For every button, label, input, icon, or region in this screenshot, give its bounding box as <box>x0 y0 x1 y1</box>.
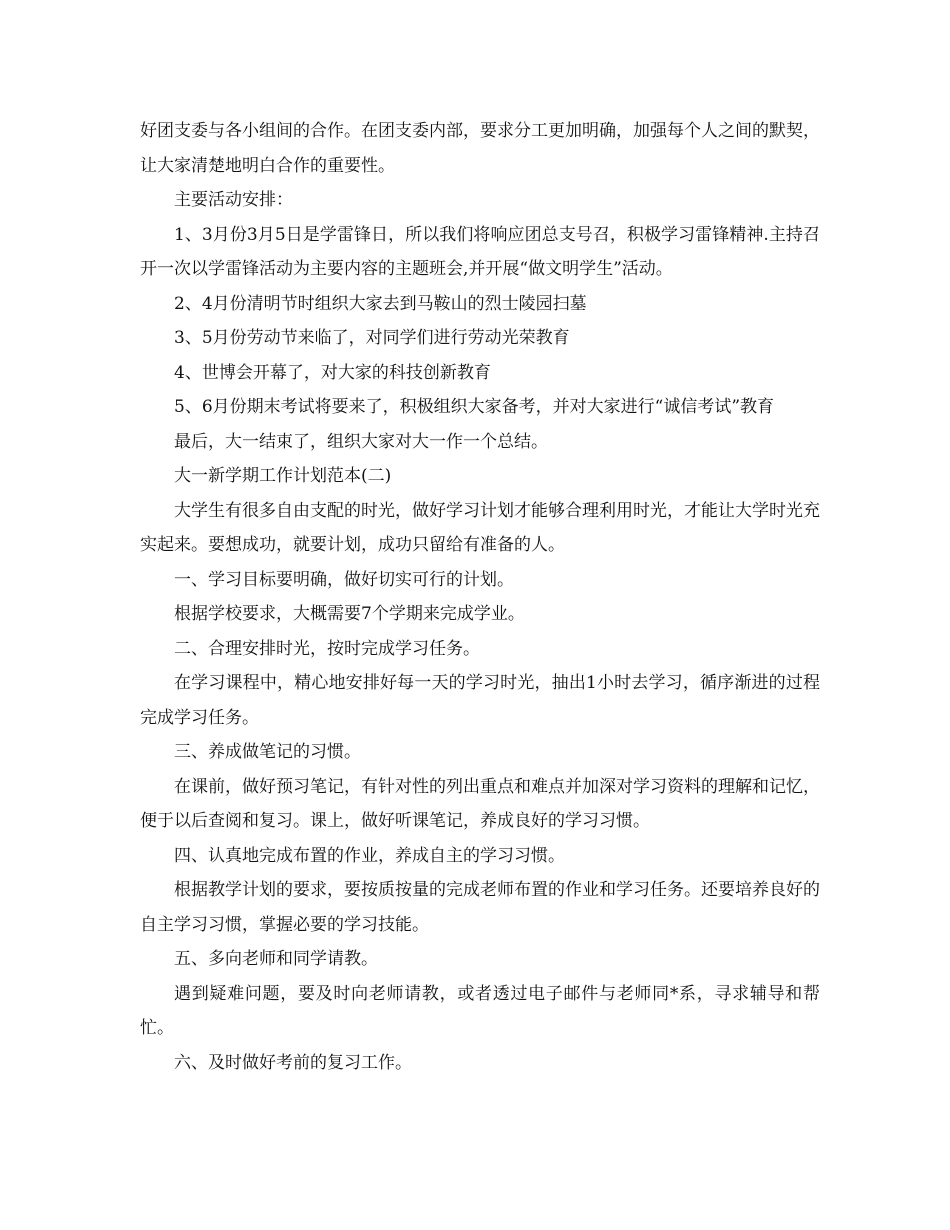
paragraph-10: 大学生有很多自由支配的时光，做好学习计划才能够合理利用时光，才能让大学时光充实起来。要想成功，就要计划，成功只留给有准备的人。 <box>140 500 820 555</box>
paragraph-2: 主要活动安排： <box>174 190 293 210</box>
paragraph-20: 遇到疑难问题，要及时向老师请教，或者透过电子邮件与老师同*系，寻求辅导和帮忙。 <box>140 983 820 1038</box>
paragraph-16: 在课前，做好预习笔记，有针对性的列出重点和难点并加深对学习资料的理解和记忆，便于以后查阅和复习。课上，做好听课笔记，养成良好的学习习惯。 <box>140 776 820 831</box>
paragraph-5: 3、5月份劳动节来临了，对同学们进行劳动光荣教育 <box>174 328 570 348</box>
paragraph-7: 5、6月份期末考试将要来了，积极组织大家备考，并对大家进行“诚信考试”教育 <box>174 397 775 417</box>
paragraph-15: 三、养成做笔记的习惯。 <box>174 742 361 762</box>
paragraph-21: 六、及时做好考前的复习工作。 <box>174 1052 412 1073</box>
paragraph-4: 2、4月份清明节时组织大家去到马鞍山的烈士陵园扫墓 <box>174 293 587 314</box>
paragraph-19: 五、多向老师和同学请教。 <box>174 949 378 969</box>
paragraph-1: 好团支委与各小组间的合作。在团支委内部，要求分工更加明确，加强每个人之间的默契，让大家清楚地明白合作的重要性。 <box>140 121 820 176</box>
paragraph-18: 根据教学计划的要求，要按质按量的完成老师布置的作业和学习任务。还要培养良好的自主学习习惯，掌握必要的学习技能。 <box>140 880 820 935</box>
paragraph-8: 最后，大一结束了，组织大家对大一作一个总结。 <box>174 431 548 452</box>
paragraph-14: 在学习课程中，精心地安排好每一天的学习时光，抽出1小时去学习，循序渐进的过程完成学习任务。 <box>140 673 820 728</box>
paragraph-13: 二、合理安排时光，按时完成学习任务。 <box>174 638 480 659</box>
paragraph-11: 一、学习目标要明确，做好切实可行的计划。 <box>174 569 514 590</box>
paragraph-12: 根据学校要求，大概需要7个学期来完成学业。 <box>174 604 525 624</box>
document-body <box>140 114 820 1080</box>
section-heading: 大一新学期工作计划范本(二) <box>174 466 392 486</box>
paragraph-6: 4、世博会开幕了，对大家的科技创新教育 <box>174 362 491 383</box>
paragraph-17: 四、认真地完成布置的作业，养成自主的学习习惯。 <box>174 845 565 866</box>
paragraph-3: 1、3月份3月5日是学雷锋日，所以我们将响应团总支号召，积极学习雷锋精神.主持召开一次以学雷锋活动为主要内容的主题班会,并开展“做文明学生”活动。 <box>140 224 820 279</box>
